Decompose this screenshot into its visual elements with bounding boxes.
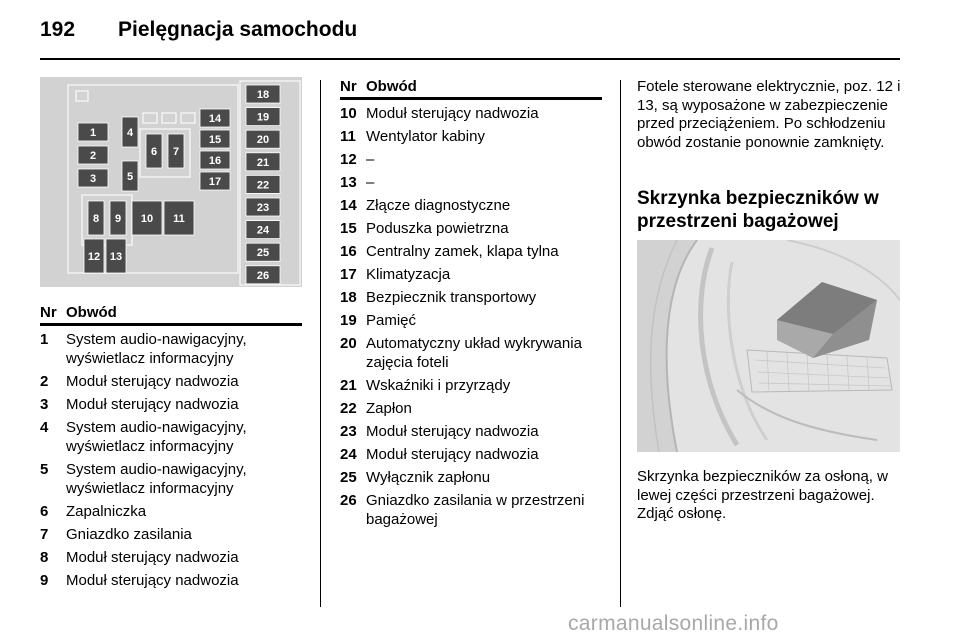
circuit-description: Moduł sterujący nadwozia <box>366 105 539 122</box>
circuit-description: Wentylator kabiny <box>366 128 485 145</box>
fuse-label: 25 <box>256 247 270 260</box>
column-divider-1 <box>320 80 321 607</box>
fuse-number: 24 <box>340 446 357 463</box>
fuse-number: 6 <box>40 503 49 520</box>
fuse-16 <box>200 151 230 169</box>
page-number: 192 <box>40 18 76 41</box>
table-row <box>340 311 602 330</box>
circuit-description: Poduszka powietrzna <box>366 220 509 237</box>
fuse-17 <box>200 172 230 190</box>
circuit-description: Wyłącznik zapłonu <box>366 469 491 486</box>
fuse-4 <box>122 117 138 147</box>
table-row <box>340 219 602 238</box>
table-row <box>40 525 302 544</box>
fuse-table-left <box>40 306 302 590</box>
table-row <box>340 127 602 146</box>
fuse-number: 26 <box>340 492 357 509</box>
fuse-label: 19 <box>256 111 270 124</box>
circuit-description: Gniazdko zasilania <box>66 526 192 543</box>
table-row <box>340 399 602 418</box>
fuse-number: 16 <box>340 243 357 260</box>
fuse-5 <box>122 161 138 191</box>
table-row <box>340 288 602 307</box>
fuse-12 <box>84 239 104 273</box>
fuse-11 <box>164 201 194 235</box>
fuse-9 <box>110 201 126 235</box>
fuse-number: 22 <box>340 400 357 417</box>
fuse-label: 12 <box>87 251 101 263</box>
circuit-description: Klimatyzacja <box>366 266 451 283</box>
fuse-label: 24 <box>256 224 270 237</box>
table-row <box>340 422 602 441</box>
table-row <box>340 468 602 487</box>
fuse-3 <box>78 169 108 187</box>
fuse-number: 12 <box>340 151 357 168</box>
table-row <box>40 571 302 590</box>
circuit-description: Pamięć <box>366 312 417 329</box>
fuse-number: 7 <box>40 526 49 543</box>
circuit-description: Wskaźniki i przyrządy <box>366 377 511 394</box>
table-row <box>40 372 302 391</box>
table-row <box>40 330 302 368</box>
table-row <box>340 445 602 464</box>
fuse-25 <box>246 243 280 261</box>
fuse-22 <box>246 175 280 193</box>
circuit-description: Moduł sterujący nadwozia <box>66 373 239 390</box>
circuit-description: – <box>366 151 375 168</box>
fuse-number: 20 <box>340 335 357 352</box>
fuse-label: 20 <box>256 134 270 147</box>
fuse-number: 19 <box>340 312 357 329</box>
table-row <box>340 334 602 372</box>
fuse-1 <box>78 123 108 141</box>
fuse-label: 9 <box>114 213 122 225</box>
fuse-number: 5 <box>40 461 49 478</box>
fuse-label: 18 <box>256 89 270 101</box>
trunk-fuse-box-note: Skrzynka bezpieczników za osłoną, w lewej części przestrzeni bagażowej. Zdjąć osłonę. <box>637 468 888 522</box>
fuse-label: 16 <box>208 155 222 167</box>
watermark: carmanualsonline.info <box>568 612 779 635</box>
table-header <box>340 80 602 100</box>
circuit-description: Moduł sterujący nadwozia <box>66 572 239 589</box>
circuit-description: Zapłon <box>366 400 412 417</box>
circuit-description: Złącze diagnostyczne <box>366 197 511 214</box>
table-row <box>40 460 302 498</box>
circuit-description: Zapalniczka <box>66 503 147 520</box>
fuse-label: 10 <box>140 213 154 225</box>
fuse-13 <box>106 239 126 273</box>
fuse-15 <box>200 130 230 148</box>
circuit-description: – <box>366 174 375 191</box>
fuse-24 <box>246 221 280 239</box>
table-row <box>40 418 302 456</box>
fuse-label: 4 <box>126 127 134 139</box>
fuse-number: 10 <box>340 105 357 122</box>
fuse-number: 14 <box>340 197 357 214</box>
fuse-box-svg <box>40 77 302 287</box>
fuse-number: 25 <box>340 469 357 486</box>
fuse-14 <box>200 109 230 127</box>
trunk-illustration-svg <box>637 240 900 452</box>
fuse-number: 8 <box>40 549 49 566</box>
fuse-label: 6 <box>150 146 158 158</box>
fuse-19 <box>246 108 280 126</box>
page-title: Pielęgnacja samochodu <box>118 18 358 41</box>
fuse-number: 13 <box>340 174 357 191</box>
table-row <box>340 173 602 192</box>
circuit-description: System audio-nawigacyjny, wyświetlacz informacyjny <box>66 419 247 455</box>
circuit-description: Moduł sterujący nadwozia <box>366 423 539 440</box>
fuse-number: 1 <box>40 331 49 348</box>
circuit-description: Gniazdko zasilania w przestrzeni bagażowej <box>366 492 585 528</box>
table-body <box>340 104 602 529</box>
fuse-8 <box>88 201 104 235</box>
fuse-number: 23 <box>340 423 357 440</box>
fuse-number: 9 <box>40 572 49 589</box>
fuse-label: 8 <box>92 213 100 225</box>
table-row <box>340 491 602 529</box>
fuse-label: 17 <box>208 176 222 188</box>
fuse-number: 11 <box>340 128 356 145</box>
fuse-7 <box>168 134 184 168</box>
fuse-label: 1 <box>89 127 97 139</box>
fuse-label: 3 <box>89 173 97 185</box>
trunk-fuse-box-photo <box>637 240 900 452</box>
page-header <box>40 18 900 58</box>
fuse-box-diagram <box>40 77 302 287</box>
fuse-label: 22 <box>256 179 270 192</box>
fuse-number: 15 <box>340 220 357 237</box>
table-row <box>340 265 602 284</box>
fuse-table-right <box>340 80 602 529</box>
fuse-26 <box>246 266 280 284</box>
circuit-description: Automatyczny układ wykrywania zajęcia foteli <box>366 335 582 371</box>
fuse-label: 26 <box>256 269 270 282</box>
fuse-23 <box>246 198 280 216</box>
fuse-label: 2 <box>89 150 97 162</box>
fuse-number: 3 <box>40 396 49 413</box>
table-body <box>40 330 302 590</box>
table-row <box>340 196 602 215</box>
table-row <box>40 502 302 521</box>
table-row <box>340 104 602 123</box>
fuse-number: 2 <box>40 373 49 390</box>
overload-note: Fotele sterowane elektrycznie, poz. 12 i 13, są wyposażone w zabezpieczenie przed przeciążeniem. Po schłodzeniu obwód zostanie ponownie zamknięty. <box>637 78 901 151</box>
fuse-label: 11 <box>173 213 185 225</box>
fuse-20 <box>246 130 280 148</box>
table-row <box>340 376 602 395</box>
header-rule <box>40 58 900 60</box>
fuse-label: 23 <box>256 202 270 214</box>
table-row <box>40 395 302 414</box>
fuse-number: 4 <box>40 419 49 436</box>
fuse-21 <box>246 153 280 171</box>
table-header <box>40 306 302 326</box>
fuse-2 <box>78 146 108 164</box>
fuse-label: 13 <box>109 251 123 263</box>
section-heading: Skrzynka bezpieczników w przestrzeni bagażowej <box>637 188 879 232</box>
fuse-label: 21 <box>256 156 270 169</box>
circuit-description: System audio-nawigacyjny, wyświetlacz informacyjny <box>66 461 247 497</box>
circuit-description: System audio-nawigacyjny, wyświetlacz informacyjny <box>66 331 247 367</box>
circuit-description: Moduł sterujący nadwozia <box>66 549 239 566</box>
fuse-label: 15 <box>208 134 222 146</box>
column-header-circuit: Obwód <box>366 78 417 95</box>
fuse-10 <box>132 201 162 235</box>
circuit-description: Centralny zamek, klapa tylna <box>366 243 559 260</box>
table-row <box>340 242 602 261</box>
column-header-nr: Nr <box>40 304 57 321</box>
table-row <box>340 150 602 169</box>
fuse-number: 17 <box>340 266 357 283</box>
fuse-18 <box>246 85 280 103</box>
fuse-number: 21 <box>340 377 357 394</box>
circuit-description: Moduł sterujący nadwozia <box>66 396 239 413</box>
circuit-description: Moduł sterujący nadwozia <box>366 446 539 463</box>
column-header-circuit: Obwód <box>66 304 117 321</box>
column-divider-2 <box>620 80 621 607</box>
circuit-description: Bezpiecznik transportowy <box>366 289 537 306</box>
fuse-label: 5 <box>126 171 134 183</box>
fuse-number: 18 <box>340 289 357 306</box>
fuse-label: 7 <box>172 146 180 158</box>
fuse-6 <box>146 134 162 168</box>
column-header-nr: Nr <box>340 78 357 95</box>
fuse-label: 14 <box>208 113 222 125</box>
table-row <box>40 548 302 567</box>
